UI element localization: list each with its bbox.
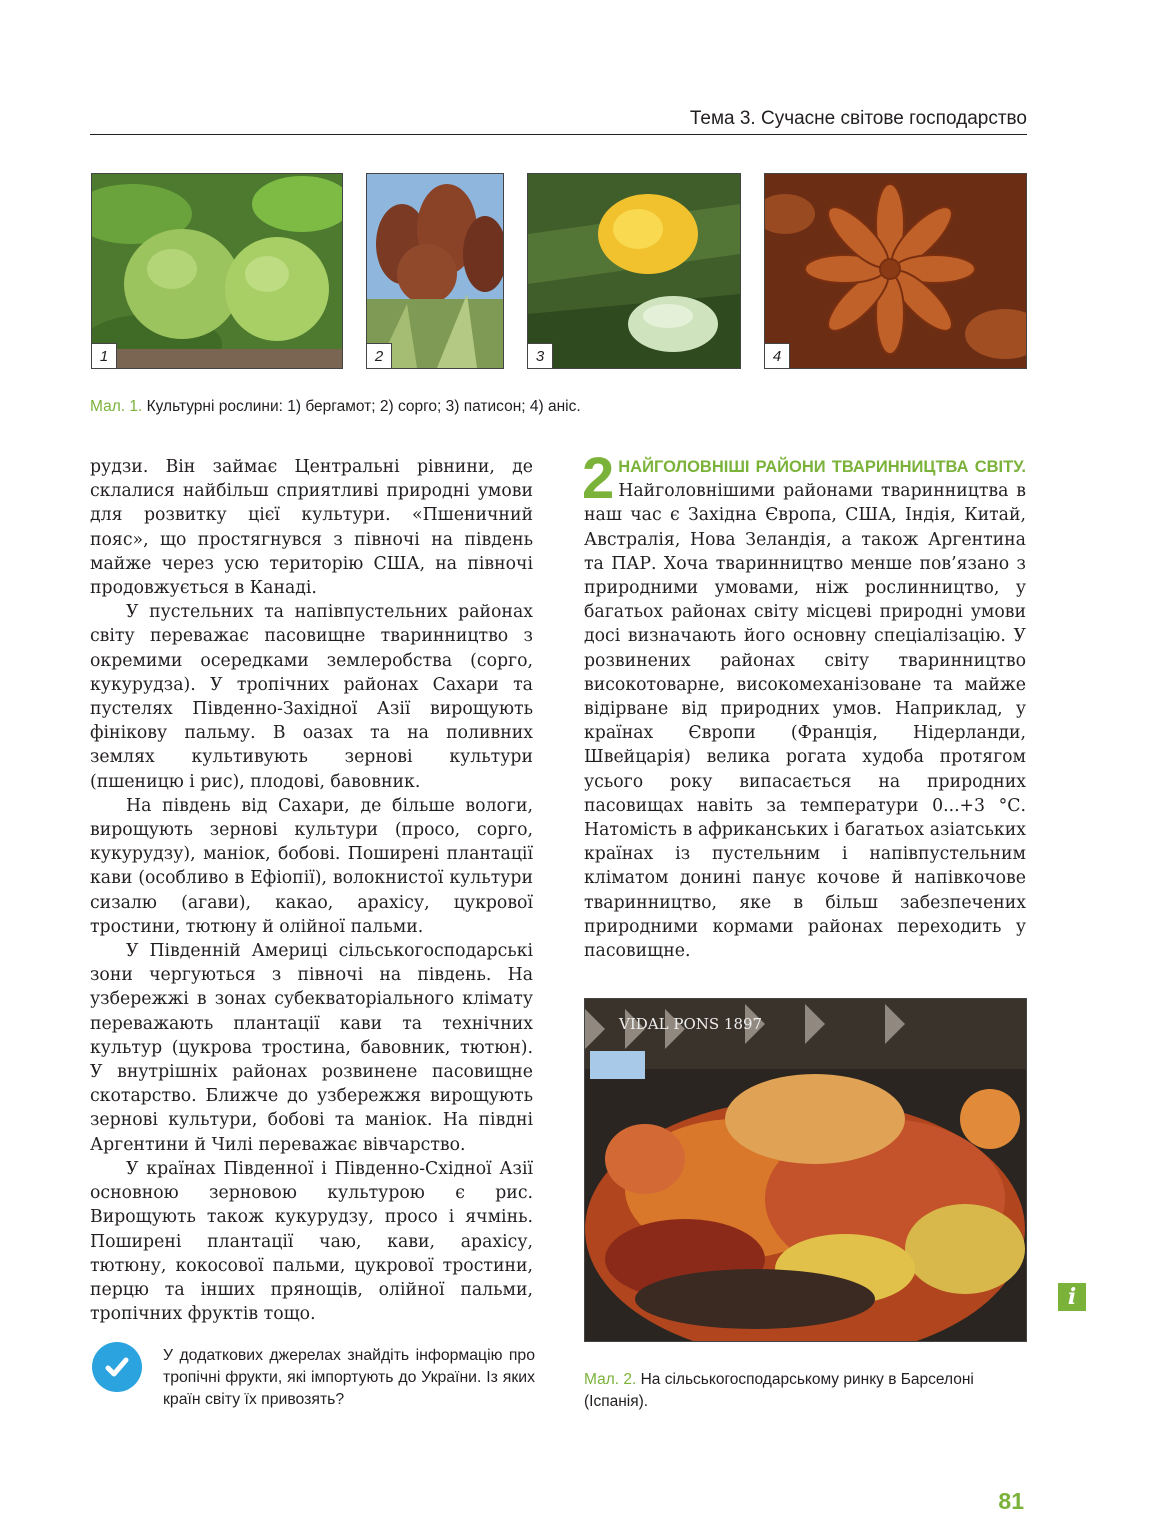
paragraph: У пустельних та напівпустельних районах світу переважає пасовищне тваринництво з окремими осередками землеробства (сорго, кукурудза). У тропічних районах Сахари та пустелях Південно-Західної Азії вирощують фінікову пальму. В оазах та на поливних землях культивують зернові культури (пшеницю і рис), плодові, бавовник. (90, 602, 533, 792)
left-column (90, 455, 533, 1326)
pattypan-photo (527, 173, 741, 369)
figure1-caption-text: Культурні рослини: 1) бергамот; 2) сорго; 3) патисон; 4) аніс. (142, 398, 581, 415)
section-heading: НАЙГОЛОВНІШІ РАЙОНИ ТВАРИННИЦТВА СВІТУ. (618, 458, 1026, 476)
paragraph: У Південній Америці сільськогосподарські зони чергуються з півночі на південь. На узбережжі в зонах субекваторіального клімату переважають плантації кави та технічних культур (цукрова тростина, бавовник, тютюн). У внутрішніх районах розвинене пасовищне скотарство. Ближче до узбережжя вирощують зернові культури, бобові та маніок. На півдні Аргентини й Чилі переважає вівчарство. (90, 941, 533, 1155)
paragraph: На південь від Сахари, де більше вологи, вирощують зернові культури (просо, сорго, кукурудзу), маніок, бобові. Поширені плантації кави (особливо в Ефіопії), волокнистої культури сизалю (агави), какао, арахісу, цукрової тростини, тютюну й олійної пальми. (90, 795, 533, 937)
paragraph: У країнах Південної і Південно-Східної Азії основною зерновою культурою є рис. Вирощують також кукурудзу, просо і ячмінь. Поширені плантації чаю, кави, арахісу, тютюну, кокосової пальми, цукрової тростини, перцю та інших прянощів, олійної пальми, тропічних фруктів тощо. (90, 1158, 533, 1325)
figure2-caption-label: Мал. 2. (584, 1371, 637, 1388)
figure-number-4: 4 (765, 343, 790, 368)
figure1-caption (90, 398, 581, 416)
section-2 (582, 446, 1026, 963)
figure-number-3: 3 (528, 343, 553, 368)
figure2-caption (584, 1369, 1026, 1413)
info-icon: i (1058, 1283, 1086, 1311)
task-text: У додаткових джерелах знайдіть інформацію про тропічні фрукти, які імпортують до України. Із яких країн світу їх привозять? (163, 1347, 535, 1408)
star-anise-photo (764, 173, 1027, 369)
header-title: Тема 3. Сучасне світове господарство (689, 108, 1027, 129)
bergamot-photo (91, 173, 343, 369)
figure-number-1: 1 (92, 343, 117, 368)
paragraph: рудзи. Він займає Центральні рівнини, де склалися найбільш сприятливі природні умови для розвитку цієї культури. «Пшеничний пояс», що простягнувся з півночі на південь майже через усю територію США, на півночі продовжується в Канаді. (90, 457, 533, 599)
figure-number-2: 2 (367, 343, 392, 368)
barcelona-market-photo (584, 998, 1027, 1342)
figure2-caption-text: На сільськогосподарському ринку в Барселоні (Іспанія). (584, 1371, 974, 1410)
figure1-caption-label: Мал. 1. (90, 398, 143, 415)
sorghum-photo (366, 173, 504, 369)
section-number: 2 (582, 446, 615, 511)
vidal-pons-sign: VIDAL PONS 1897 (619, 1015, 763, 1033)
checkmark-icon (92, 1342, 142, 1392)
header-rule (90, 134, 1027, 135)
page-number: 81 (998, 1488, 1024, 1514)
section-text: Найголовнішими районами тваринництва в наш час є Західна Європа, США, Індія, Китай, Австралія, Нова Зеландія, а також Аргентина та ПАР. Хоча тваринництво менше пов’язано з природними умовами, ніж рослинництво, у багатьох районах світу місцеві природні умови досі визначають його основну спеціалізацію. У розвинених районах світу тваринництво високотоварне, високомеханізоване та майже відірване від природних умов. Наприклад, у країнах Європи (Франція, Нідерланди, Швейцарія) велика рогата худоба протягом усього року випасається на природних пасовищах навіть за температури 0...+3 °С. Натомість в африканських і багатьох азіатських країнах із пустельним і напівпустельним кліматом донині панує кочове й напівкочове тваринництво, яке в більш забезпечених природними кормами районах переходить у пасовищне. (584, 481, 1026, 962)
